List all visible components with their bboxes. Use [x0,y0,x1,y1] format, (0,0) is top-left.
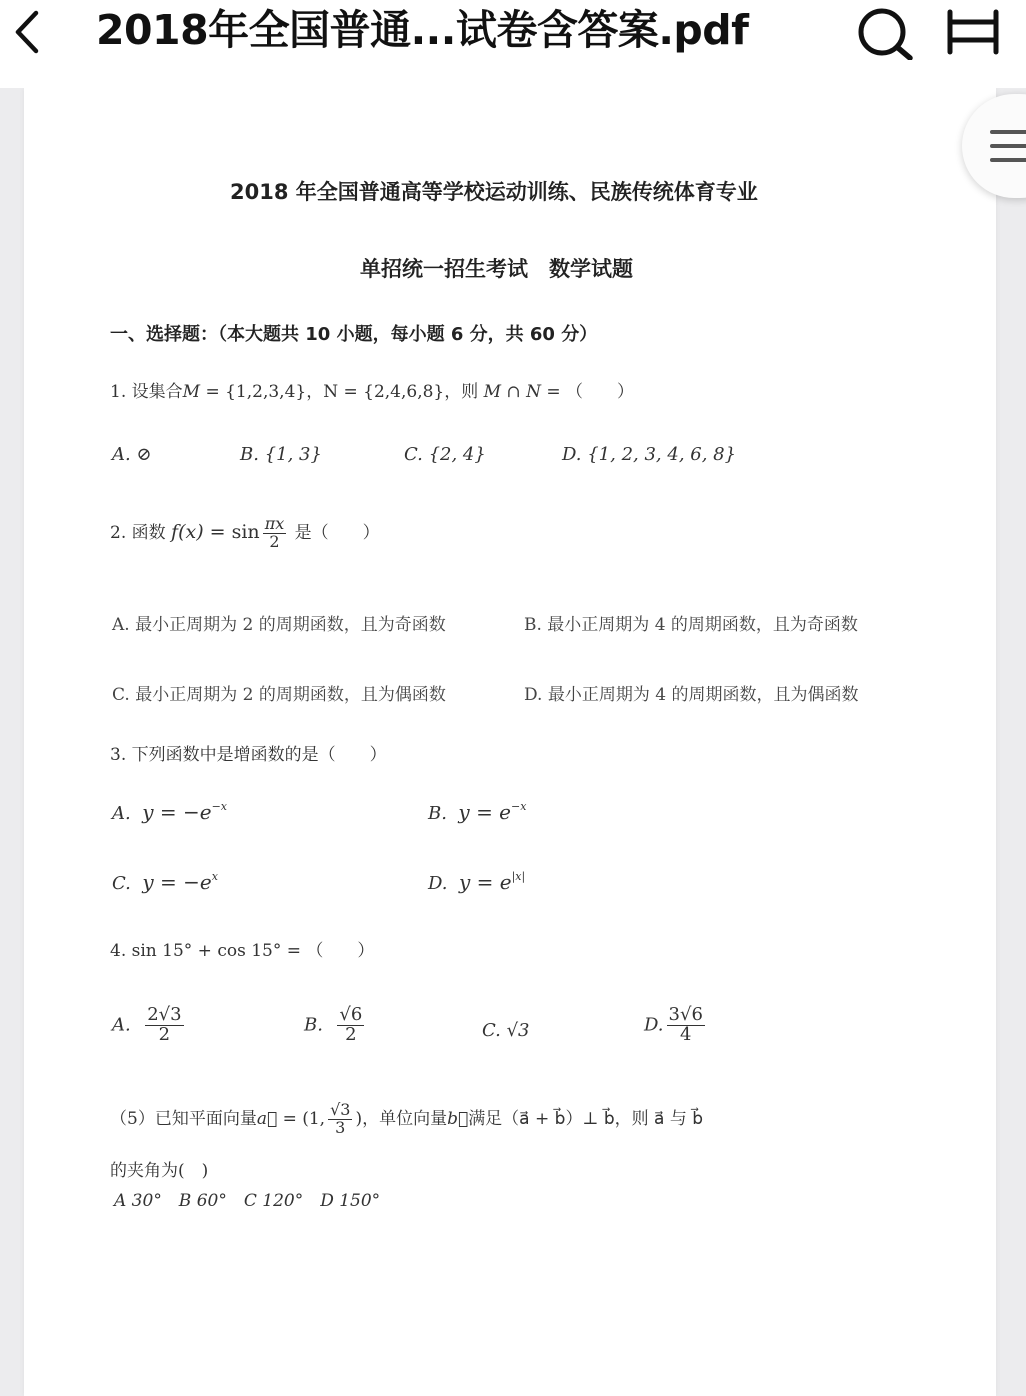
back-chevron-icon [12,9,42,55]
app-bar [0,0,1026,88]
q5-options: A 30° B 60° C 120° D 150° [114,1191,381,1211]
question-1: 1. 设集合M = {1,2,3,4}，N = {2,4,6,8}，则 M ∩ N = （ ） [110,382,635,402]
exam-subtitle: 单招统一招生考试 数学试题 [360,257,633,281]
q1-option-a: A. ⊘ [112,444,152,465]
q3-option-d: D. $y = e^{|x|}$ [428,870,526,894]
question-5-line2: 的夹角为( ) [110,1161,209,1181]
section-heading: 一、选择题：（本大题共 10 小题，每小题 6 分，共 60 分） [110,324,598,345]
more-icon [942,6,1004,60]
question-5: （5）已知平面向量a⃗ = (1, $\frac{√3}{3}$ )，单位向量b⃗满足（a⃗ + b⃗）⊥ b⃗，则 a⃗ 与 b⃗ [110,1100,704,1137]
q3-option-c: C. $y = -e^x$ [112,870,218,894]
pdf-page[interactable] [24,88,996,1396]
q4-option-c: C. √3 [482,1020,530,1041]
q4-option-a: A. $\frac{2√3}{2}$ [112,1004,182,1045]
q2-option-b: B. 最小正周期为 4 的周期函数，且为奇函数 [524,615,858,635]
q1-option-c: C. {2, 4} [404,444,486,465]
q2-option-a: A. 最小正周期为 2 的周期函数，且为奇函数 [112,615,446,635]
exam-title: 2018 年全国普通高等学校运动训练、民族传统体育专业 [230,180,758,204]
document-title: 2018年全国普通...试卷含答案.pdf [96,6,749,54]
q2-option-d: D. 最小正周期为 4 的周期函数，且为偶函数 [524,685,859,705]
more-button[interactable] [942,6,1004,60]
q4-option-b: B. $\frac{√6}{2}$ [304,1004,363,1045]
q1-option-b: B. {1, 3} [240,444,322,465]
question-4: 4. sin 15° + cos 15° = （ ） [110,941,375,961]
question-3: 3. 下列函数中是增函数的是（ ） [110,745,387,765]
question-2: 2. 函数 f(x) = sin $\frac{\pi x}{2}$ 是（ ） [110,514,380,551]
q2-option-c: C. 最小正周期为 2 的周期函数，且为偶函数 [112,685,446,705]
search-icon [852,6,918,60]
q1-option-d: D. {1, 2, 3, 4, 6, 8} [562,444,737,465]
q3-option-b: B. $y = e^{-x}$ [428,800,527,824]
search-button[interactable] [852,6,918,60]
q3-option-a: A. $y = -e^{-x}$ [112,800,227,824]
back-button[interactable] [4,8,50,56]
q4-option-d: D. $\frac{3√6}{4}$ [644,1004,703,1045]
